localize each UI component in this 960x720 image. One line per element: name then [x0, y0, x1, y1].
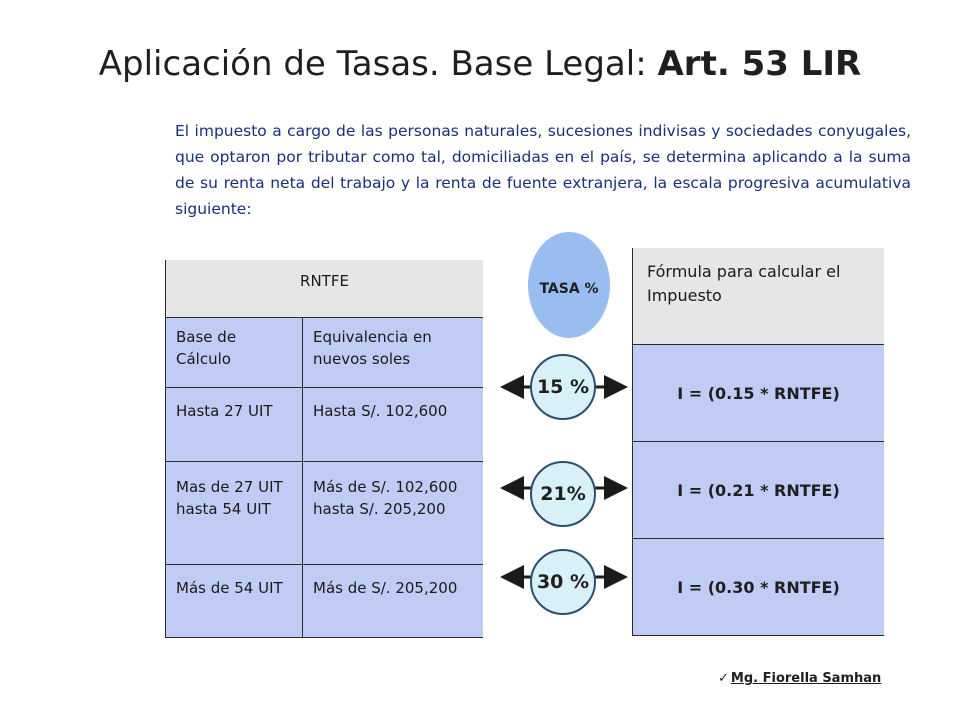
formula-table: [632, 248, 884, 636]
author-name: Mg. Fiorella Samhan: [730, 671, 882, 686]
rate-circle-30: [530, 549, 596, 615]
tasa-label: TASA %: [539, 281, 599, 297]
rate-label: 21%: [540, 483, 586, 505]
rate-circle-15: [530, 354, 596, 420]
base-cell: Más de 54 UIT: [166, 565, 303, 638]
intro-paragraph: El impuesto a cargo de las personas naturales, sucesiones indivisas y sociedades conyugales, que optaron por tributar como tal, domiciliadas en el país, se determina aplicando a la suma de su renta neta del trabajo y la renta de fuente extranjera, la escala progresiva acumulativa siguiente:: [175, 122, 911, 218]
check-icon: ✓: [718, 671, 729, 686]
formula-header: Fórmula para calcular el Impuesto: [632, 248, 884, 344]
table-row: [166, 388, 484, 462]
author-credit: [718, 671, 881, 686]
rntfe-header: RNTFE: [166, 260, 484, 318]
rntfe-subheader-row: [166, 318, 484, 388]
rate-label: 15 %: [536, 376, 590, 398]
base-cell: Hasta 27 UIT: [166, 388, 303, 462]
title-regular: Aplicación de Tasas. Base Legal:: [98, 44, 658, 84]
formula-row: I = (0.15 * RNTFE): [632, 344, 884, 441]
table-row: [166, 462, 484, 565]
rntfe-table: [165, 260, 483, 638]
title-bold: Art. 53 LIR: [657, 44, 862, 84]
rntfe-header-row: [166, 260, 484, 318]
formula-row: I = (0.30 * RNTFE): [632, 538, 884, 636]
base-calculo-header: Base de Cálculo: [166, 318, 303, 388]
tasa-oval: [528, 232, 610, 338]
equivalencia-header: Equivalencia en nuevos soles: [303, 318, 484, 388]
rate-circle-21: [530, 461, 596, 527]
base-cell: Mas de 27 UIT hasta 54 UIT: [166, 462, 303, 565]
equiv-cell: Más de S/. 102,600 hasta S/. 205,200: [303, 462, 484, 565]
equiv-cell: Hasta S/. 102,600: [303, 388, 484, 462]
table-row: [166, 565, 484, 638]
equiv-cell: Más de S/. 205,200: [303, 565, 484, 638]
formula-row: I = (0.21 * RNTFE): [632, 441, 884, 538]
rate-label: 30 %: [536, 571, 590, 593]
page-title: [0, 44, 960, 84]
